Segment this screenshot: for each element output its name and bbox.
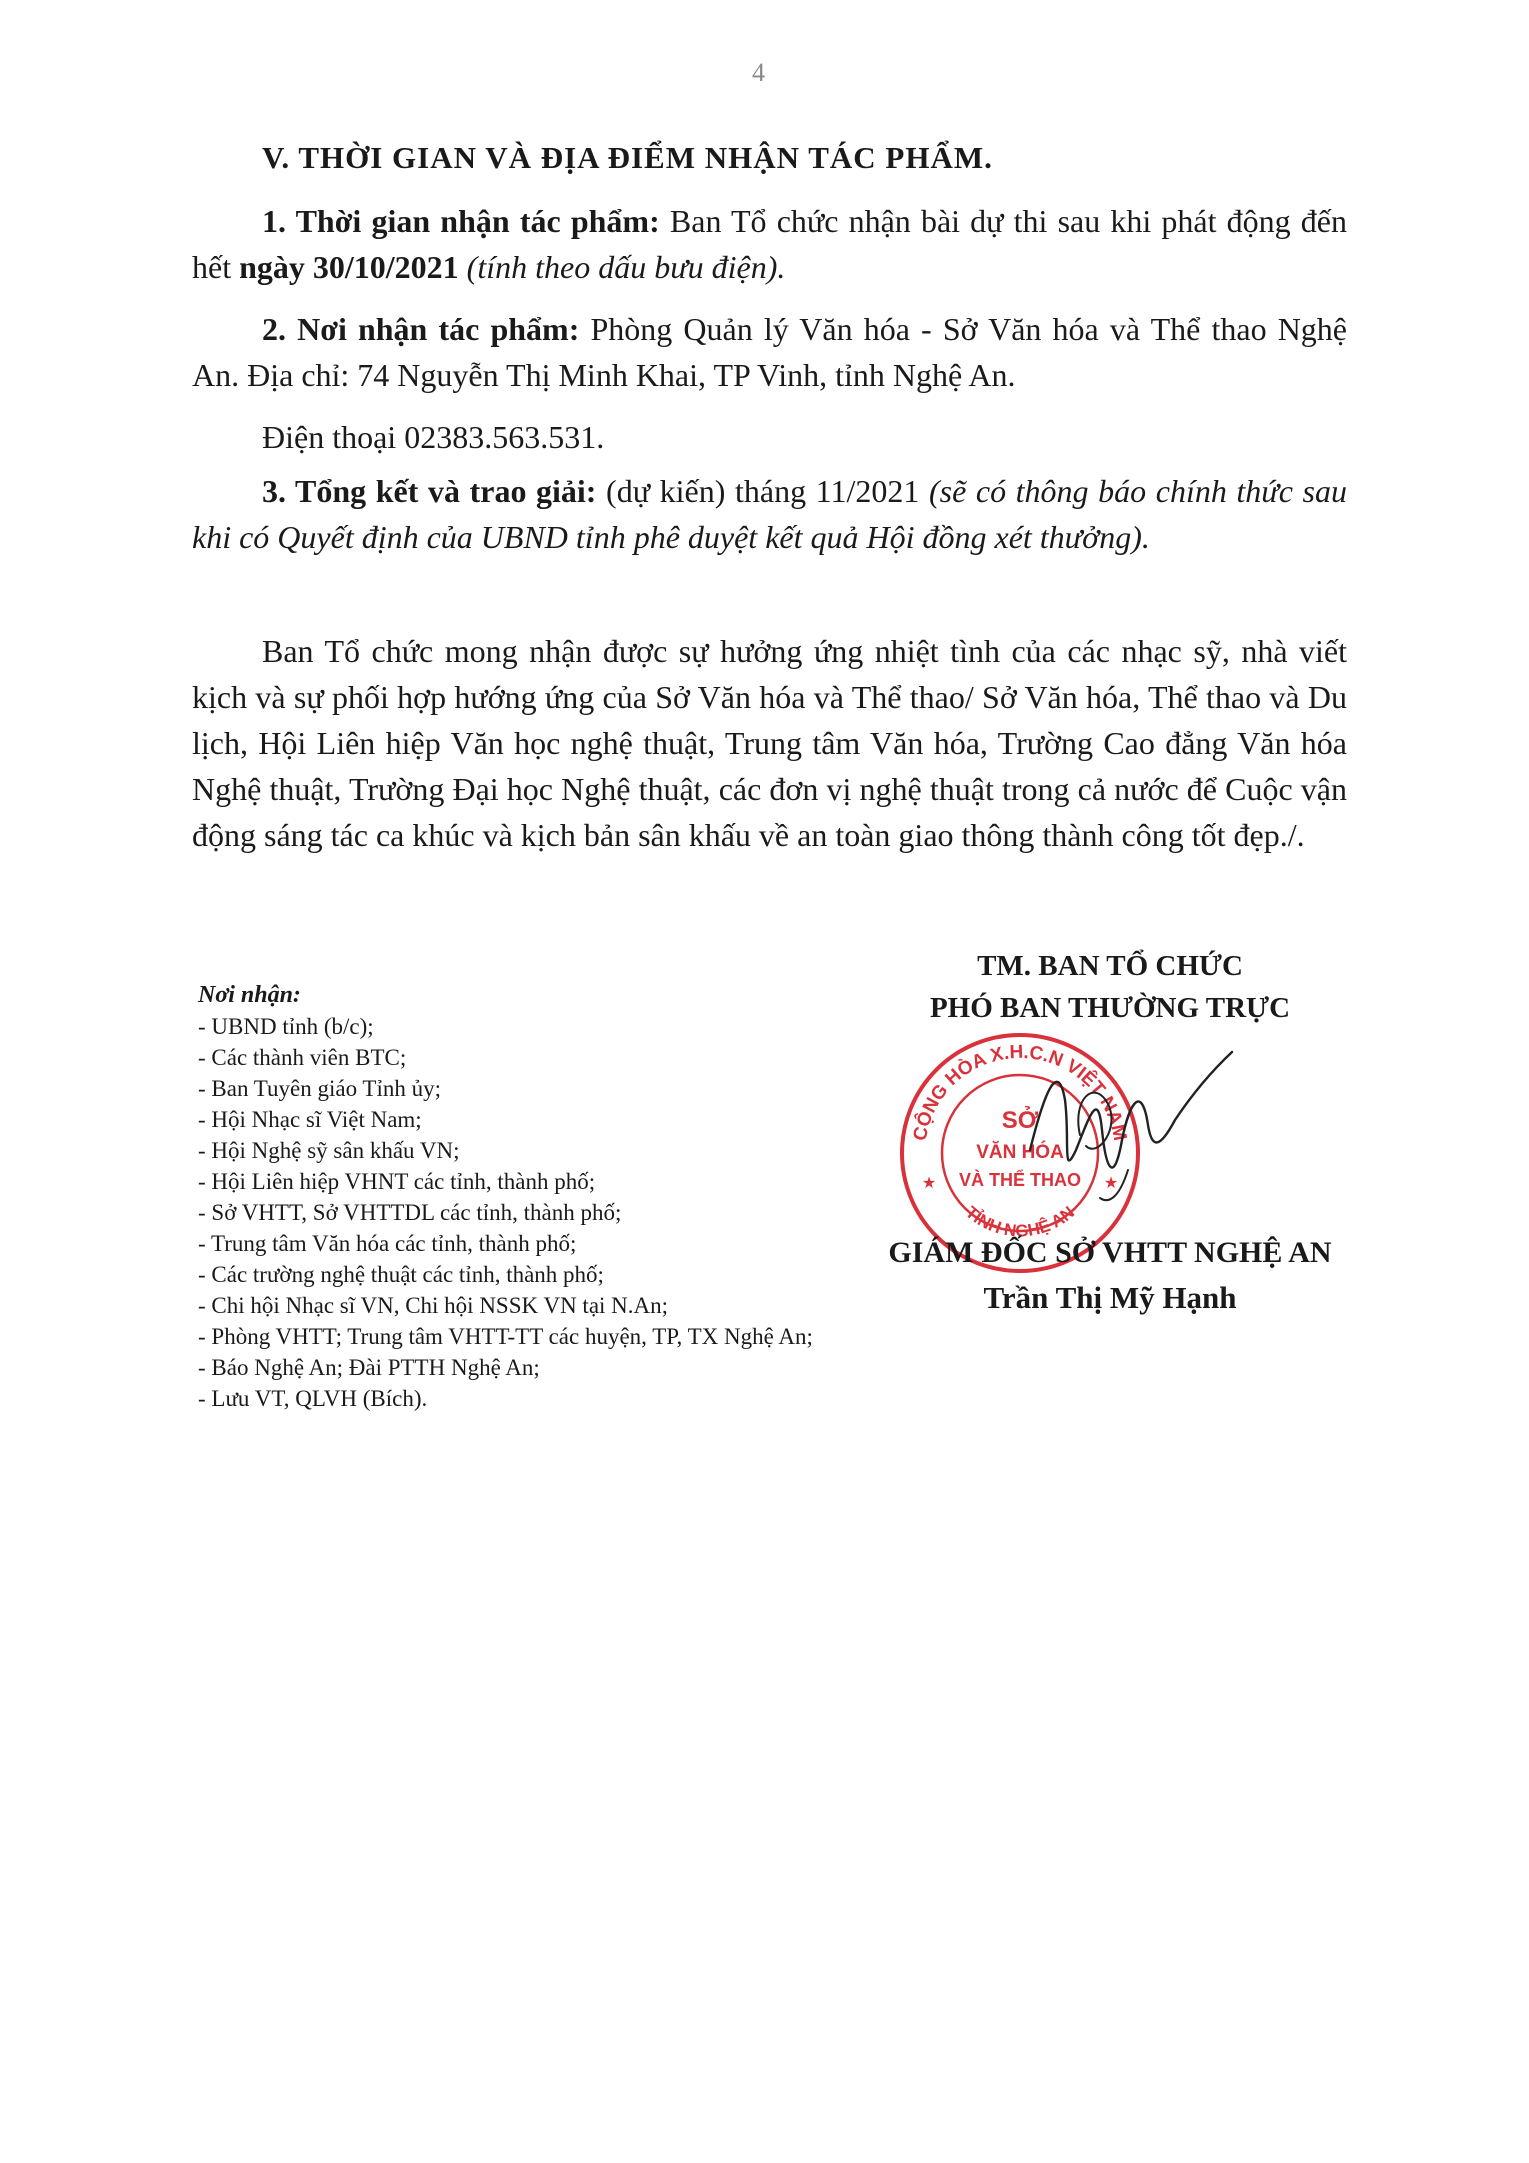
recipients-list	[198, 1011, 818, 1414]
item-award-label: 3. Tổng kết và trao giải:	[262, 473, 597, 509]
item-time-text: Ban Tổ chức nhận bài dự thi sau khi phát động đến hết	[192, 203, 1348, 285]
signature-stroke-loop	[1078, 1093, 1111, 1149]
handwritten-signature	[1010, 1030, 1250, 1220]
phone-paragraph	[192, 414, 1347, 460]
closing-text: Ban Tổ chức mong nhận được sự hưởng ứng nhiệt tình của các nhạc sỹ, nhà viết kịch và sự phối hợp hướng ứng của Sở Văn hóa và Thể thao/ Sở Văn hóa, Thể thao và Du lịch, Hội Liên hiệp Văn học nghệ thuật, Trung tâm Văn hóa, Trường Cao đẳng Văn hóa Nghệ thuật, Trường Đại học Nghệ thuật, các đơn vị nghệ thuật trong cả nước để Cuộc vận động sáng tác ca khúc và kịch bản sân khấu về an toàn giao thông thành công tốt đẹp./.	[192, 633, 1347, 853]
item-time-label: 1. Thời gian nhận tác phẩm:	[262, 203, 660, 239]
page-number: 4	[752, 58, 765, 87]
sign-org-line: TM. BAN TỔ CHỨC	[977, 950, 1243, 982]
recipient-item: - Ban Tuyên giáo Tỉnh ủy;	[198, 1076, 442, 1101]
postmark-note: (tính theo dấu bưu điện).	[458, 249, 786, 285]
signer-position: GIÁM ĐỐC SỞ VHTT NGHỆ AN	[888, 1236, 1332, 1269]
recipient-item: - Hội Liên hiệp VHNT các tỉnh, thành phố;	[198, 1169, 596, 1194]
recipient-item: - Sở VHTT, Sở VHTTDL các tỉnh, thành phố;	[198, 1200, 622, 1225]
recipients-title: Nơi nhận:	[198, 982, 301, 1008]
recipient-item: - Trung tâm Văn hóa các tỉnh, thành phố;	[198, 1231, 577, 1256]
seal-ring-textpath: CỘNG HÒA X.H.C.N VIỆT NAM	[909, 1041, 1131, 1143]
seal-star-right: ★	[1103, 1175, 1119, 1192]
seal-star-left: ★	[921, 1175, 937, 1192]
item-award-text: (dự kiến) tháng 11/2021	[596, 473, 929, 509]
recipient-item: - Các thành viên BTC;	[198, 1045, 407, 1070]
recipient-item: - Chi hội Nhạc sĩ VN, Chi hội NSSK VN tại N.An;	[198, 1293, 669, 1318]
seal-center-line1: SỞ	[1001, 1107, 1039, 1134]
recipient-item: - UBND tỉnh (b/c);	[198, 1014, 374, 1039]
seal-bottom-textpath: TỈNH NGHỆ AN	[961, 1202, 1079, 1241]
item-place-paragraph	[192, 306, 1347, 398]
section-heading: V. THỜI GIAN VÀ ĐỊA ĐIỂM NHẬN TÁC PHẨM.	[262, 140, 993, 175]
item-place-text: Phòng Quản lý Văn hóa - Sở Văn hóa và Thể thao Nghệ An. Địa chỉ: 74 Nguyễn Thị Minh Khai, TP Vinh, tỉnh Nghệ An.	[192, 311, 1348, 393]
item-award-paragraph	[192, 468, 1347, 560]
phone-text: Điện thoại 02383.563.531.	[262, 419, 605, 455]
signature-stroke-main	[1030, 1052, 1232, 1168]
closing-paragraph	[192, 628, 1347, 858]
item-place-label: 2. Nơi nhận tác phẩm:	[262, 311, 580, 347]
recipient-item: - Phòng VHTT; Trung tâm VHTT-TT các huyện, TP, TX Nghệ An;	[198, 1324, 813, 1349]
recipient-item: - Lưu VT, QLVH (Bích).	[198, 1386, 428, 1411]
recipient-item: - Báo Nghệ An; Đài PTTH Nghệ An;	[198, 1355, 540, 1380]
recipients-block	[198, 980, 818, 1414]
recipient-item: - Hội Nghệ sỹ sân khấu VN;	[198, 1138, 460, 1163]
seal-center-line2: VĂN HÓA	[976, 1142, 1064, 1163]
seal-center-line3: VÀ THỂ THAO	[958, 1170, 1082, 1190]
item-award-note: (sẽ có thông báo chính thức sau khi có Quyết định của UBND tỉnh phê duyệt kết quả Hội đồng xét thưởng).	[192, 473, 1348, 555]
signature-stroke-tail	[1100, 1170, 1128, 1200]
recipient-item: - Hội Nhạc sĩ Việt Nam;	[198, 1107, 422, 1132]
recipient-item: - Các trường nghệ thuật các tỉnh, thành phố;	[198, 1262, 604, 1287]
item-time-paragraph	[192, 198, 1347, 290]
signer-name: Trần Thị Mỹ Hạnh	[983, 1280, 1237, 1315]
sign-role-line: PHÓ BAN THƯỜNG TRỰC	[929, 992, 1291, 1024]
deadline-date: ngày 30/10/2021	[239, 249, 459, 285]
